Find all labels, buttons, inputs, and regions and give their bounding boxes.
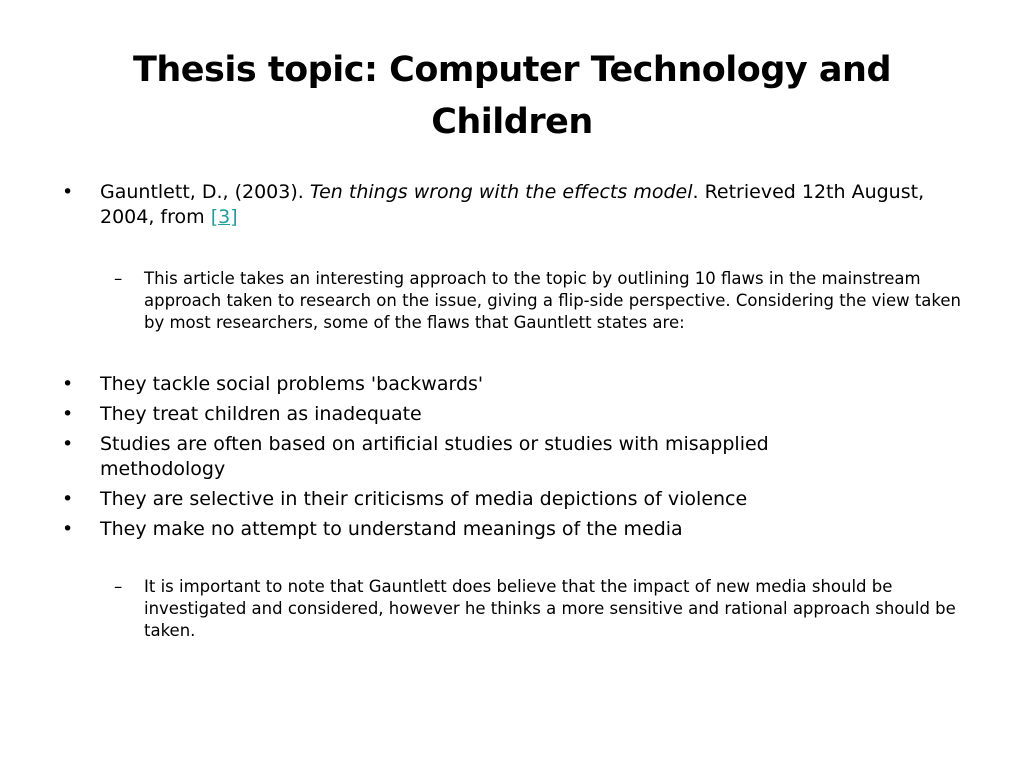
sub-bullet-marker: – — [114, 269, 123, 288]
reference-link[interactable]: [3] — [210, 206, 238, 228]
flaw-text-3: Studies are often based on artificial studies or studies with misapplied methodology — [100, 433, 769, 480]
sub-note-2-text: It is important to note that Gauntlett does believe that the impact of new media should be investigated and considered, however he thinks a more sensitive and rational approach should be taken. — [144, 577, 956, 640]
bullet-marker: • — [62, 488, 74, 510]
bullet-marker: • — [62, 181, 74, 203]
sub-note-1 — [114, 268, 982, 334]
title-line-2: Children — [431, 102, 593, 142]
bullet-marker: • — [62, 433, 74, 455]
citation-bullet — [62, 180, 982, 230]
flaw-text-4: They are selective in their criticisms of media depictions of violence — [100, 488, 748, 510]
bullet-marker: • — [62, 518, 74, 540]
sub-note-2 — [114, 576, 982, 642]
sub-note-1-text: This article takes an interesting approach to the topic by outlining 10 flaws in the mainstream approach taken to research on the issue, giving a flip-side perspective. Considering the view taken by most researchers, some of the flaws that Gauntlett states are: — [144, 269, 961, 332]
citation-retrieved: . Retrieved 12th August, 2004, from — [100, 181, 925, 228]
flaw-item-4 — [62, 487, 982, 512]
flaw-text-1: They tackle social problems 'backwards' — [100, 373, 484, 395]
sub-bullet-marker: – — [114, 577, 123, 596]
flaw-item-3 — [62, 432, 880, 482]
bullet-marker: • — [62, 373, 74, 395]
flaw-item-1 — [62, 372, 982, 397]
slide-body — [62, 180, 982, 642]
flaw-item-2 — [62, 402, 982, 427]
flaw-text-5: They make no attempt to understand meanings of the media — [100, 518, 683, 540]
flaw-text-2: They treat children as inadequate — [100, 403, 422, 425]
slide-title — [110, 44, 914, 148]
title-line-1: Thesis topic: Computer Technology and — [133, 50, 891, 90]
citation-authors: Gauntlett, D., (2003). — [100, 181, 310, 203]
flaw-item-5 — [62, 517, 982, 542]
bullet-marker: • — [62, 403, 74, 425]
citation-work-title: Ten things wrong with the effects model — [309, 181, 693, 203]
